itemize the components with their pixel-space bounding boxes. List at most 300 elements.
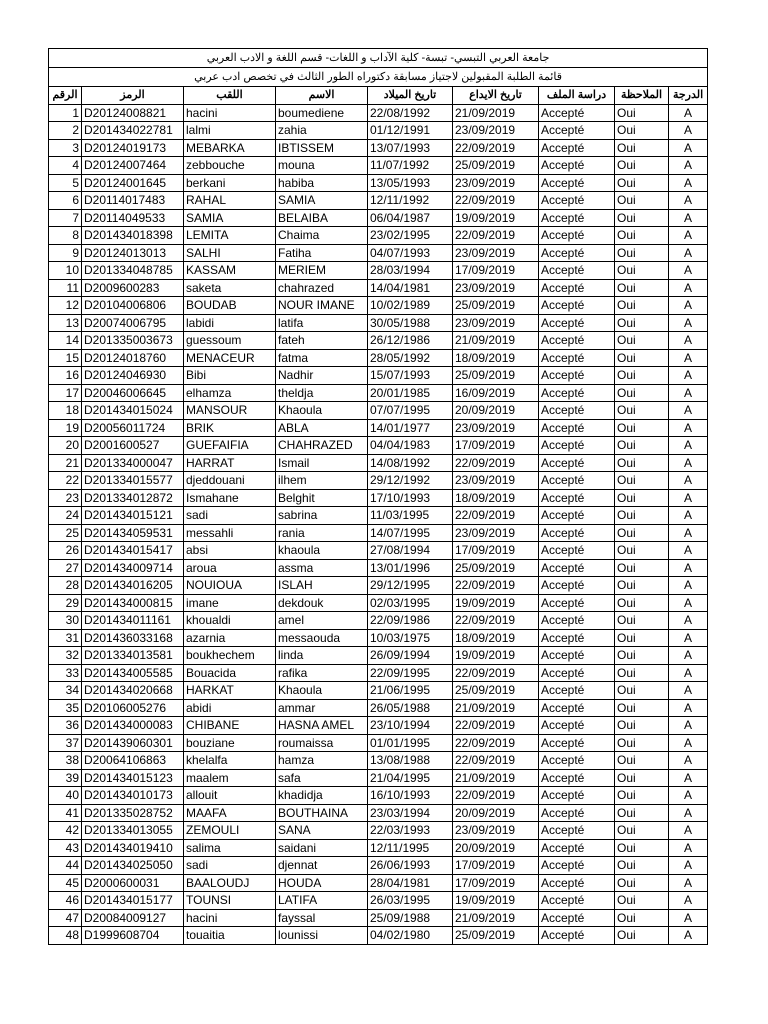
- cell-birth-date: 14/07/1995: [368, 524, 453, 542]
- cell-code: D201434016205: [82, 577, 184, 595]
- cell-code: D2001600527: [82, 437, 184, 455]
- cell-grade: A: [669, 524, 708, 542]
- cell-number: 2: [49, 122, 82, 140]
- cell-surname: NOUIOUA: [184, 577, 276, 595]
- cell-surname: LEMITA: [184, 227, 276, 245]
- cell-deposit-date: 23/09/2019: [453, 314, 539, 332]
- cell-file-review: Accepté: [539, 752, 615, 770]
- cell-birth-date: 28/03/1994: [368, 262, 453, 280]
- cell-file-review: Accepté: [539, 262, 615, 280]
- cell-grade: A: [669, 122, 708, 140]
- cell-code: D20124013013: [82, 244, 184, 262]
- table-row: [49, 507, 708, 525]
- cell-first-name: LATIFA: [276, 892, 368, 910]
- cell-deposit-date: 22/09/2019: [453, 664, 539, 682]
- cell-first-name: rania: [276, 524, 368, 542]
- cell-birth-date: 11/03/1995: [368, 507, 453, 525]
- cell-file-review: Accepté: [539, 664, 615, 682]
- cell-birth-date: 04/04/1983: [368, 437, 453, 455]
- cell-file-review: Accepté: [539, 717, 615, 735]
- cell-code: D201434000815: [82, 594, 184, 612]
- cell-grade: A: [669, 314, 708, 332]
- cell-code: D20124046930: [82, 367, 184, 385]
- cell-surname: MANSOUR: [184, 402, 276, 420]
- cell-deposit-date: 19/09/2019: [453, 892, 539, 910]
- cell-surname: aroua: [184, 559, 276, 577]
- cell-code: D201439060301: [82, 734, 184, 752]
- cell-number: 44: [49, 857, 82, 875]
- cell-birth-date: 11/07/1992: [368, 157, 453, 175]
- cell-file-review: Accepté: [539, 209, 615, 227]
- cell-first-name: MERIEM: [276, 262, 368, 280]
- cell-surname: CHIBANE: [184, 717, 276, 735]
- table-row: [49, 349, 708, 367]
- cell-code: D20114017483: [82, 192, 184, 210]
- cell-surname: touaitia: [184, 927, 276, 945]
- cell-surname: absi: [184, 542, 276, 560]
- cell-birth-date: 13/05/1993: [368, 174, 453, 192]
- cell-code: D201434015024: [82, 402, 184, 420]
- cell-code: D201434015123: [82, 769, 184, 787]
- cell-file-review: Accepté: [539, 647, 615, 665]
- cell-deposit-date: 22/09/2019: [453, 734, 539, 752]
- table-row: [49, 717, 708, 735]
- cell-remark: Oui: [615, 209, 669, 227]
- cell-birth-date: 23/03/1994: [368, 804, 453, 822]
- cell-birth-date: 12/11/1995: [368, 839, 453, 857]
- cell-first-name: Chaima: [276, 227, 368, 245]
- cell-first-name: fatma: [276, 349, 368, 367]
- cell-surname: salima: [184, 839, 276, 857]
- table-row: [49, 822, 708, 840]
- cell-deposit-date: 22/09/2019: [453, 787, 539, 805]
- cell-grade: A: [669, 279, 708, 297]
- cell-file-review: Accepté: [539, 192, 615, 210]
- cell-remark: Oui: [615, 332, 669, 350]
- cell-file-review: Accepté: [539, 437, 615, 455]
- cell-surname: RAHAL: [184, 192, 276, 210]
- cell-deposit-date: 25/09/2019: [453, 297, 539, 315]
- cell-remark: Oui: [615, 699, 669, 717]
- cell-file-review: Accepté: [539, 787, 615, 805]
- cell-file-review: Accepté: [539, 769, 615, 787]
- cell-surname: hacini: [184, 909, 276, 927]
- cell-grade: A: [669, 542, 708, 560]
- table-row: [49, 787, 708, 805]
- table-row: [49, 909, 708, 927]
- cell-number: 4: [49, 157, 82, 175]
- table-row: [49, 419, 708, 437]
- cell-grade: A: [669, 577, 708, 595]
- cell-remark: Oui: [615, 769, 669, 787]
- cell-deposit-date: 17/09/2019: [453, 437, 539, 455]
- cell-number: 29: [49, 594, 82, 612]
- cell-birth-date: 28/04/1981: [368, 874, 453, 892]
- cell-deposit-date: 25/09/2019: [453, 682, 539, 700]
- cell-deposit-date: 21/09/2019: [453, 769, 539, 787]
- cell-number: 19: [49, 419, 82, 437]
- cell-number: 48: [49, 927, 82, 945]
- cell-file-review: Accepté: [539, 839, 615, 857]
- cell-remark: Oui: [615, 524, 669, 542]
- cell-surname: allouit: [184, 787, 276, 805]
- cell-deposit-date: 22/09/2019: [453, 227, 539, 245]
- cell-code: D20124019173: [82, 139, 184, 157]
- header-code: الرمز: [82, 87, 184, 105]
- cell-number: 45: [49, 874, 82, 892]
- cell-birth-date: 06/04/1987: [368, 209, 453, 227]
- cell-birth-date: 22/03/1993: [368, 822, 453, 840]
- cell-code: D201334015577: [82, 472, 184, 490]
- table-row: [49, 192, 708, 210]
- cell-first-name: fayssal: [276, 909, 368, 927]
- cell-file-review: Accepté: [539, 507, 615, 525]
- cell-birth-date: 26/12/1986: [368, 332, 453, 350]
- cell-grade: A: [669, 734, 708, 752]
- cell-surname: guessoum: [184, 332, 276, 350]
- table-row: [49, 577, 708, 595]
- cell-birth-date: 13/08/1988: [368, 752, 453, 770]
- cell-first-name: theldja: [276, 384, 368, 402]
- cell-code: D20124008821: [82, 104, 184, 122]
- cell-surname: MAAFA: [184, 804, 276, 822]
- cell-remark: Oui: [615, 647, 669, 665]
- cell-deposit-date: 23/09/2019: [453, 822, 539, 840]
- cell-first-name: assma: [276, 559, 368, 577]
- cell-surname: SALHI: [184, 244, 276, 262]
- cell-surname: BRIK: [184, 419, 276, 437]
- cell-file-review: Accepté: [539, 244, 615, 262]
- cell-deposit-date: 23/09/2019: [453, 279, 539, 297]
- cell-deposit-date: 20/09/2019: [453, 804, 539, 822]
- cell-birth-date: 21/04/1995: [368, 769, 453, 787]
- cell-number: 10: [49, 262, 82, 280]
- cell-file-review: Accepté: [539, 909, 615, 927]
- cell-birth-date: 22/09/1986: [368, 612, 453, 630]
- cell-number: 33: [49, 664, 82, 682]
- cell-code: D201434009714: [82, 559, 184, 577]
- cell-file-review: Accepté: [539, 314, 615, 332]
- cell-grade: A: [669, 874, 708, 892]
- cell-file-review: Accepté: [539, 139, 615, 157]
- cell-grade: A: [669, 384, 708, 402]
- cell-grade: A: [669, 332, 708, 350]
- cell-remark: Oui: [615, 262, 669, 280]
- cell-surname: Bibi: [184, 367, 276, 385]
- cell-surname: imane: [184, 594, 276, 612]
- cell-number: 39: [49, 769, 82, 787]
- cell-first-name: khaoula: [276, 542, 368, 560]
- cell-first-name: BOUTHAINA: [276, 804, 368, 822]
- cell-birth-date: 04/02/1980: [368, 927, 453, 945]
- cell-file-review: Accepté: [539, 332, 615, 350]
- table-row: [49, 227, 708, 245]
- cell-file-review: Accepté: [539, 559, 615, 577]
- cell-number: 26: [49, 542, 82, 560]
- cell-grade: A: [669, 437, 708, 455]
- cell-birth-date: 23/02/1995: [368, 227, 453, 245]
- cell-first-name: roumaissa: [276, 734, 368, 752]
- cell-deposit-date: 23/09/2019: [453, 524, 539, 542]
- header-grade: الدرجة: [669, 87, 708, 105]
- cell-surname: elhamza: [184, 384, 276, 402]
- cell-first-name: safa: [276, 769, 368, 787]
- cell-grade: A: [669, 612, 708, 630]
- cell-file-review: Accepté: [539, 349, 615, 367]
- cell-deposit-date: 19/09/2019: [453, 647, 539, 665]
- cell-remark: Oui: [615, 227, 669, 245]
- cell-remark: Oui: [615, 104, 669, 122]
- cell-deposit-date: 20/09/2019: [453, 402, 539, 420]
- cell-code: D20104006806: [82, 297, 184, 315]
- table-row: [49, 437, 708, 455]
- cell-surname: TOUNSI: [184, 892, 276, 910]
- table-row: [49, 804, 708, 822]
- cell-surname: Ismahane: [184, 489, 276, 507]
- cell-number: 17: [49, 384, 82, 402]
- table-row: [49, 857, 708, 875]
- cell-remark: Oui: [615, 559, 669, 577]
- table-row: [49, 874, 708, 892]
- cell-birth-date: 16/10/1993: [368, 787, 453, 805]
- table-row: [49, 542, 708, 560]
- cell-grade: A: [669, 927, 708, 945]
- cell-grade: A: [669, 699, 708, 717]
- cell-surname: MEBARKA: [184, 139, 276, 157]
- cell-surname: sadi: [184, 857, 276, 875]
- cell-file-review: Accepté: [539, 857, 615, 875]
- cell-surname: azarnia: [184, 629, 276, 647]
- cell-remark: Oui: [615, 629, 669, 647]
- table-row: [49, 612, 708, 630]
- cell-deposit-date: 22/09/2019: [453, 507, 539, 525]
- cell-code: D201335003673: [82, 332, 184, 350]
- cell-deposit-date: 25/09/2019: [453, 157, 539, 175]
- cell-deposit-date: 17/09/2019: [453, 874, 539, 892]
- cell-remark: Oui: [615, 594, 669, 612]
- cell-first-name: hamza: [276, 752, 368, 770]
- cell-code: D201434011161: [82, 612, 184, 630]
- table-row: [49, 454, 708, 472]
- cell-remark: Oui: [615, 909, 669, 927]
- cell-remark: Oui: [615, 367, 669, 385]
- table-row: [49, 279, 708, 297]
- cell-surname: GUEFAIFIA: [184, 437, 276, 455]
- cell-birth-date: 01/12/1991: [368, 122, 453, 140]
- cell-first-name: Ismail: [276, 454, 368, 472]
- cell-code: D201434015417: [82, 542, 184, 560]
- header-remark: الملاحظة: [615, 87, 669, 105]
- cell-first-name: djennat: [276, 857, 368, 875]
- cell-remark: Oui: [615, 717, 669, 735]
- cell-birth-date: 14/01/1977: [368, 419, 453, 437]
- cell-remark: Oui: [615, 419, 669, 437]
- cell-first-name: mouna: [276, 157, 368, 175]
- cell-remark: Oui: [615, 472, 669, 490]
- cell-first-name: amel: [276, 612, 368, 630]
- cell-grade: A: [669, 139, 708, 157]
- cell-code: D20084009127: [82, 909, 184, 927]
- table-row: [49, 489, 708, 507]
- cell-deposit-date: 16/09/2019: [453, 384, 539, 402]
- table-row: [49, 384, 708, 402]
- cell-first-name: boumediene: [276, 104, 368, 122]
- cell-remark: Oui: [615, 612, 669, 630]
- cell-grade: A: [669, 157, 708, 175]
- cell-grade: A: [669, 839, 708, 857]
- table-row: [49, 769, 708, 787]
- cell-birth-date: 14/04/1981: [368, 279, 453, 297]
- cell-surname: boukhechem: [184, 647, 276, 665]
- cell-code: D201434005585: [82, 664, 184, 682]
- cell-deposit-date: 25/09/2019: [453, 559, 539, 577]
- cell-birth-date: 20/01/1985: [368, 384, 453, 402]
- admitted-students-table: [48, 48, 708, 945]
- cell-deposit-date: 17/09/2019: [453, 262, 539, 280]
- cell-number: 1: [49, 104, 82, 122]
- cell-surname: hacini: [184, 104, 276, 122]
- cell-first-name: IBTISSEM: [276, 139, 368, 157]
- cell-grade: A: [669, 297, 708, 315]
- cell-first-name: saidani: [276, 839, 368, 857]
- cell-number: 7: [49, 209, 82, 227]
- table-row: [49, 244, 708, 262]
- cell-grade: A: [669, 769, 708, 787]
- cell-first-name: SAMIA: [276, 192, 368, 210]
- cell-deposit-date: 23/09/2019: [453, 122, 539, 140]
- cell-number: 28: [49, 577, 82, 595]
- cell-file-review: Accepté: [539, 542, 615, 560]
- cell-birth-date: 26/05/1988: [368, 699, 453, 717]
- cell-grade: A: [669, 472, 708, 490]
- cell-first-name: ilhem: [276, 472, 368, 490]
- cell-first-name: BELAIBA: [276, 209, 368, 227]
- cell-birth-date: 28/05/1992: [368, 349, 453, 367]
- cell-number: 23: [49, 489, 82, 507]
- cell-surname: djeddouani: [184, 472, 276, 490]
- cell-first-name: Belghit: [276, 489, 368, 507]
- cell-surname: KASSAM: [184, 262, 276, 280]
- cell-surname: HARRAT: [184, 454, 276, 472]
- header-surname: اللقب: [184, 87, 276, 105]
- cell-deposit-date: 21/09/2019: [453, 699, 539, 717]
- cell-number: 41: [49, 804, 82, 822]
- table-row: [49, 472, 708, 490]
- cell-deposit-date: 22/09/2019: [453, 612, 539, 630]
- cell-grade: A: [669, 419, 708, 437]
- cell-code: D201334012872: [82, 489, 184, 507]
- cell-surname: khelalfa: [184, 752, 276, 770]
- cell-code: D201334000047: [82, 454, 184, 472]
- cell-code: D20074006795: [82, 314, 184, 332]
- cell-grade: A: [669, 454, 708, 472]
- cell-deposit-date: 20/09/2019: [453, 839, 539, 857]
- cell-remark: Oui: [615, 734, 669, 752]
- cell-birth-date: 02/03/1995: [368, 594, 453, 612]
- cell-remark: Oui: [615, 454, 669, 472]
- cell-grade: A: [669, 507, 708, 525]
- cell-remark: Oui: [615, 874, 669, 892]
- cell-surname: BOUDAB: [184, 297, 276, 315]
- table-row: [49, 104, 708, 122]
- cell-surname: MENACEUR: [184, 349, 276, 367]
- cell-number: 46: [49, 892, 82, 910]
- table-row: [49, 594, 708, 612]
- cell-birth-date: 07/07/1995: [368, 402, 453, 420]
- cell-number: 8: [49, 227, 82, 245]
- cell-deposit-date: 22/09/2019: [453, 192, 539, 210]
- cell-first-name: lounissi: [276, 927, 368, 945]
- cell-deposit-date: 22/09/2019: [453, 139, 539, 157]
- table-row: [49, 402, 708, 420]
- cell-number: 9: [49, 244, 82, 262]
- header-first-name: الاسم: [276, 87, 368, 105]
- cell-deposit-date: 21/09/2019: [453, 909, 539, 927]
- cell-surname: Bouacida: [184, 664, 276, 682]
- cell-code: D201434000083: [82, 717, 184, 735]
- cell-file-review: Accepté: [539, 402, 615, 420]
- cell-birth-date: 26/03/1995: [368, 892, 453, 910]
- header-deposit-date: تاريخ الايداع: [453, 87, 539, 105]
- table-row: [49, 524, 708, 542]
- cell-deposit-date: 23/09/2019: [453, 174, 539, 192]
- cell-file-review: Accepté: [539, 384, 615, 402]
- cell-number: 13: [49, 314, 82, 332]
- cell-grade: A: [669, 629, 708, 647]
- cell-deposit-date: 18/09/2019: [453, 629, 539, 647]
- cell-file-review: Accepté: [539, 699, 615, 717]
- table-row: [49, 752, 708, 770]
- cell-remark: Oui: [615, 752, 669, 770]
- cell-birth-date: 25/09/1988: [368, 909, 453, 927]
- table-row: [49, 682, 708, 700]
- cell-remark: Oui: [615, 244, 669, 262]
- cell-surname: labidi: [184, 314, 276, 332]
- cell-first-name: sabrina: [276, 507, 368, 525]
- cell-grade: A: [669, 594, 708, 612]
- cell-number: 27: [49, 559, 82, 577]
- cell-remark: Oui: [615, 157, 669, 175]
- cell-deposit-date: 18/09/2019: [453, 349, 539, 367]
- cell-first-name: chahrazed: [276, 279, 368, 297]
- cell-remark: Oui: [615, 542, 669, 560]
- cell-remark: Oui: [615, 822, 669, 840]
- cell-deposit-date: 22/09/2019: [453, 717, 539, 735]
- cell-deposit-date: 21/09/2019: [453, 104, 539, 122]
- header-number: الرقم: [49, 87, 82, 105]
- cell-surname: messahli: [184, 524, 276, 542]
- cell-remark: Oui: [615, 314, 669, 332]
- cell-deposit-date: 25/09/2019: [453, 367, 539, 385]
- cell-code: D201434022781: [82, 122, 184, 140]
- cell-deposit-date: 21/09/2019: [453, 332, 539, 350]
- cell-code: D201434020668: [82, 682, 184, 700]
- cell-number: 11: [49, 279, 82, 297]
- cell-birth-date: 13/01/1996: [368, 559, 453, 577]
- cell-first-name: ISLAH: [276, 577, 368, 595]
- cell-surname: BAALOUDJ: [184, 874, 276, 892]
- cell-first-name: linda: [276, 647, 368, 665]
- cell-birth-date: 15/07/1993: [368, 367, 453, 385]
- cell-file-review: Accepté: [539, 577, 615, 595]
- cell-number: 12: [49, 297, 82, 315]
- cell-first-name: rafika: [276, 664, 368, 682]
- cell-code: D20056011724: [82, 419, 184, 437]
- table-row: [49, 297, 708, 315]
- cell-code: D1999608704: [82, 927, 184, 945]
- cell-file-review: Accepté: [539, 874, 615, 892]
- cell-grade: A: [669, 752, 708, 770]
